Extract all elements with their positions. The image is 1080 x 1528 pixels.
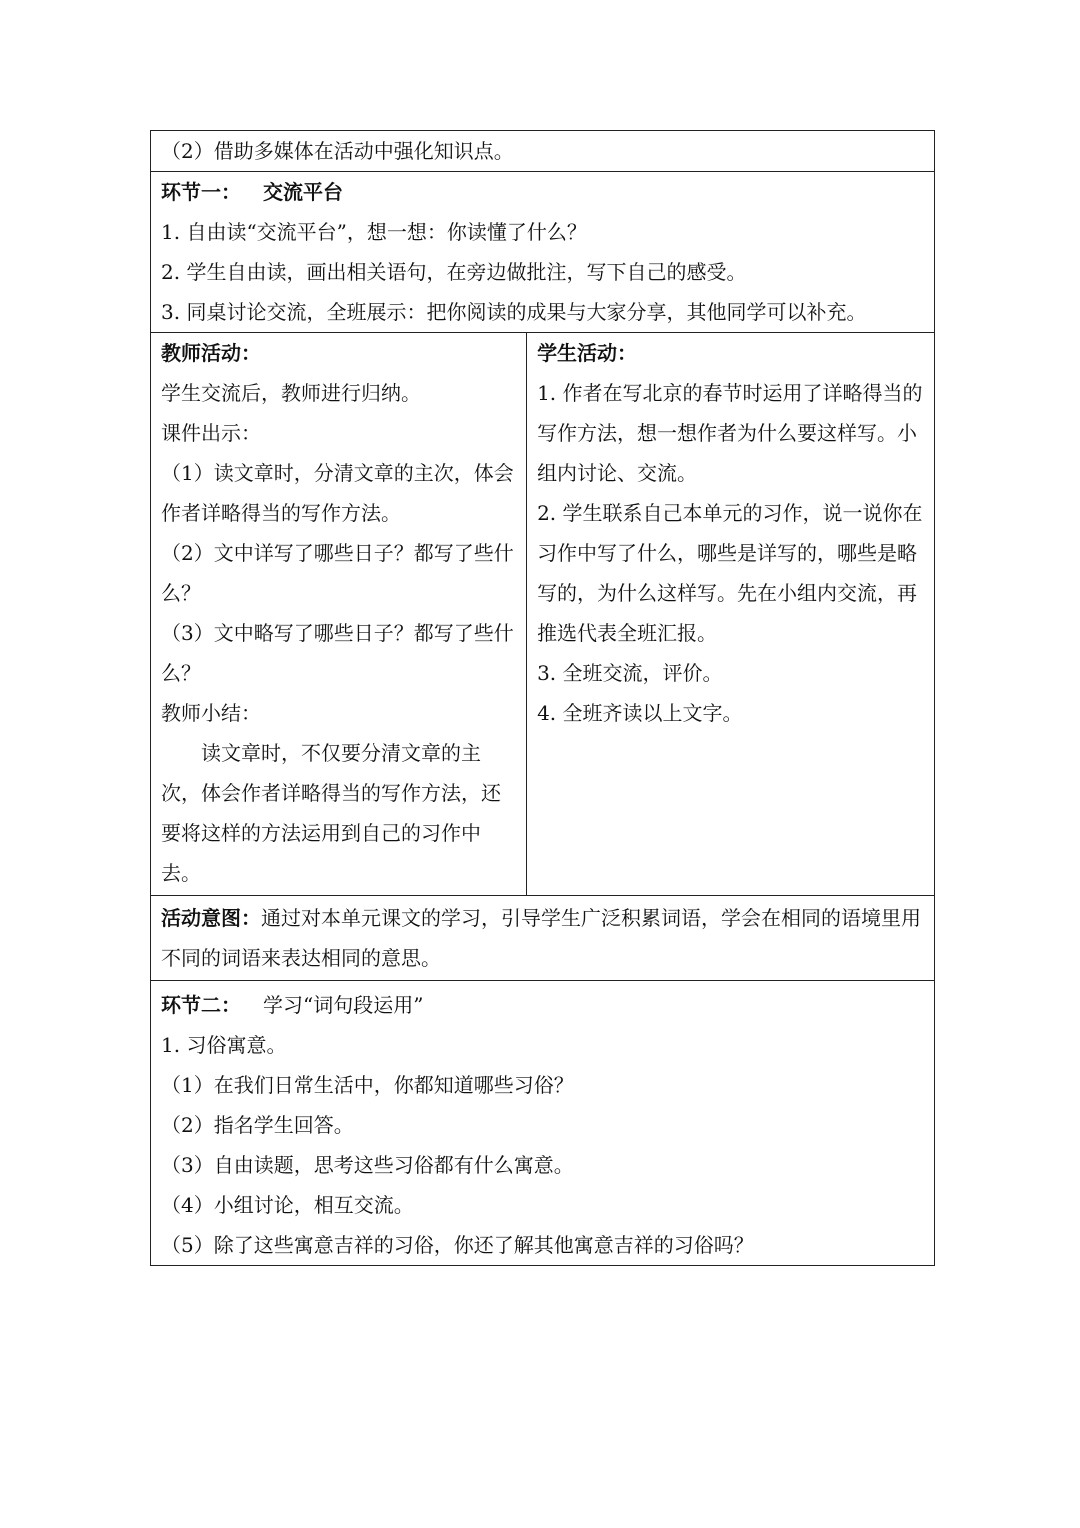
intro-line: （2）借助多媒体在活动中强化知识点。 [161, 139, 514, 163]
teacher-line-2: 课件出示： [161, 421, 261, 445]
section-two-subitem-1: （1）在我们日常生活中，你都知道哪些习俗？ [161, 1073, 574, 1097]
student-item-2: 2. 学生联系自己本单元的习作，说一说你在习作中写了什么，哪些是详写的，哪些是略写的，为什么这样写。先在小组内交流，再推选代表全班汇报。 [537, 501, 923, 645]
intro-cell [151, 131, 935, 172]
section-two-row [151, 981, 935, 1266]
section-one-item-1: 1. 自由读“交流平台”，想一想：你读懂了什么？ [161, 220, 587, 244]
section-two-heading [161, 985, 924, 1025]
teacher-activity-heading: 教师活动： [161, 341, 261, 365]
intent-cell [151, 896, 935, 981]
section-one-row [151, 172, 935, 333]
teacher-summary-text: 读文章时，不仅要分清文章的主次，体会作者详略得当的写作方法，还要将这样的方法运用到自己的习作中去。 [161, 741, 501, 885]
teacher-question-3: （3）文中略写了哪些日子？都写了些什么？ [161, 621, 514, 685]
section-two-subitem-5: （5）除了这些寓意吉祥的习俗，你还了解其他寓意吉祥的习俗吗？ [161, 1233, 754, 1257]
teacher-question-2: （2）文中详写了哪些日子？都写了些什么？ [161, 541, 514, 605]
section-two-subitem-2: （2）指名学生回答。 [161, 1113, 354, 1137]
teacher-line-1: 学生交流后，教师进行归纳。 [161, 381, 421, 405]
lesson-plan-table [150, 130, 935, 1266]
section-one-item-3: 3. 同桌讨论交流，全班展示：把你阅读的成果与大家分享，其他同学可以补充。 [161, 300, 867, 324]
student-item-3: 3. 全班交流，评价。 [537, 661, 723, 685]
intent-row [151, 896, 935, 981]
intent-text: 通过对本单元课文的学习，引导学生广泛积累词语，学会在相同的语境里用不同的词语来表达相同的意思。 [161, 906, 921, 970]
student-item-4: 4. 全班齐读以上文字。 [537, 701, 743, 725]
section-two-subitem-4: （4）小组讨论，相互交流。 [161, 1193, 414, 1217]
teacher-summary-label: 教师小结： [161, 701, 261, 725]
intent-paragraph [161, 898, 924, 978]
student-item-1: 1. 作者在写北京的春节时运用了详略得当的写作方法，想一想作者为什么要这样写。小组内讨论、交流。 [537, 381, 923, 485]
section-two-label: 环节二： [161, 993, 241, 1017]
section-two-title: 学习“词句段运用” [263, 993, 424, 1017]
intent-label: 活动意图： [161, 906, 261, 930]
section-one-title: 交流平台 [263, 180, 343, 204]
intro-row [151, 131, 935, 172]
section-two-item-1: 1. 习俗寓意。 [161, 1033, 287, 1057]
document-page [150, 130, 935, 1266]
student-activity-cell [527, 333, 935, 896]
teacher-activity-cell [151, 333, 527, 896]
section-one-heading [161, 172, 924, 212]
student-activity-heading: 学生活动： [537, 341, 638, 365]
section-one-cell [151, 172, 935, 333]
section-two-cell [151, 981, 935, 1266]
teacher-question-1: （1）读文章时，分清文章的主次，体会作者详略得当的写作方法。 [161, 461, 514, 525]
section-one-item-2: 2. 学生自由读，画出相关语句，在旁边做批注，写下自己的感受。 [161, 260, 747, 284]
section-two-subitem-3: （3）自由读题，思考这些习俗都有什么寓意。 [161, 1153, 574, 1177]
section-one-label: 环节一： [161, 180, 241, 204]
activities-row [151, 333, 935, 896]
